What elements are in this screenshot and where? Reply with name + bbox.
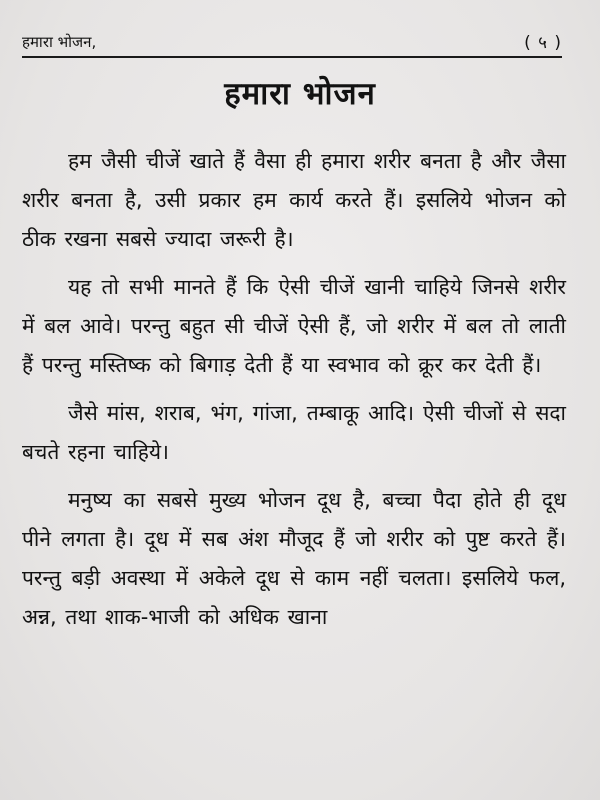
page-number: ( ५ ) bbox=[524, 33, 562, 53]
paragraph-1: हम जैसी चीजें खाते हैं वैसा ही हमारा शरीर बनता है और जैसा शरीर बनता है, उसी प्रकार हम कार्य करते हैं। इसलिये भोजन को ठीक रखना सबसे ज्यादा जरूरी है। bbox=[22, 149, 566, 251]
header-title: हमारा भोजन, bbox=[22, 33, 97, 51]
paragraph-2: यह तो सभी मानते हैं कि ऐसी चीजें खानी चाहिये जिनसे शरीर में बल आवे। परन्तु बहुत सी चीजें ऐसी हैं, जो शरीर में बल तो लाती हैं परन्तु मस्तिष्क को बिगाड़ देती हैं या स्वभाव को क्रूर कर देती हैं। bbox=[22, 275, 566, 377]
paragraph-3: जैसे मांस, शराब, भंग, गांजा, तम्बाकू आदि। ऐसी चीजों से सदा बचते रहना चाहिये। bbox=[22, 401, 566, 464]
page-title: हमारा भोजन bbox=[224, 76, 376, 112]
paragraph-4: मनुष्य का सबसे मुख्य भोजन दूध है, बच्चा पैदा होते ही दूध पीने लगता है। दूध में सब अंश मौजूद हैं जो शरीर को पुष्ट करते हैं। परन्तु बड़ी अवस्था में अकेले दूध से काम नहीं चलता। इसलिये फल, अन्न, तथा शाक-भाजी को अधिक खाना bbox=[22, 488, 566, 629]
running-header bbox=[22, 30, 562, 58]
body-text bbox=[22, 142, 566, 646]
